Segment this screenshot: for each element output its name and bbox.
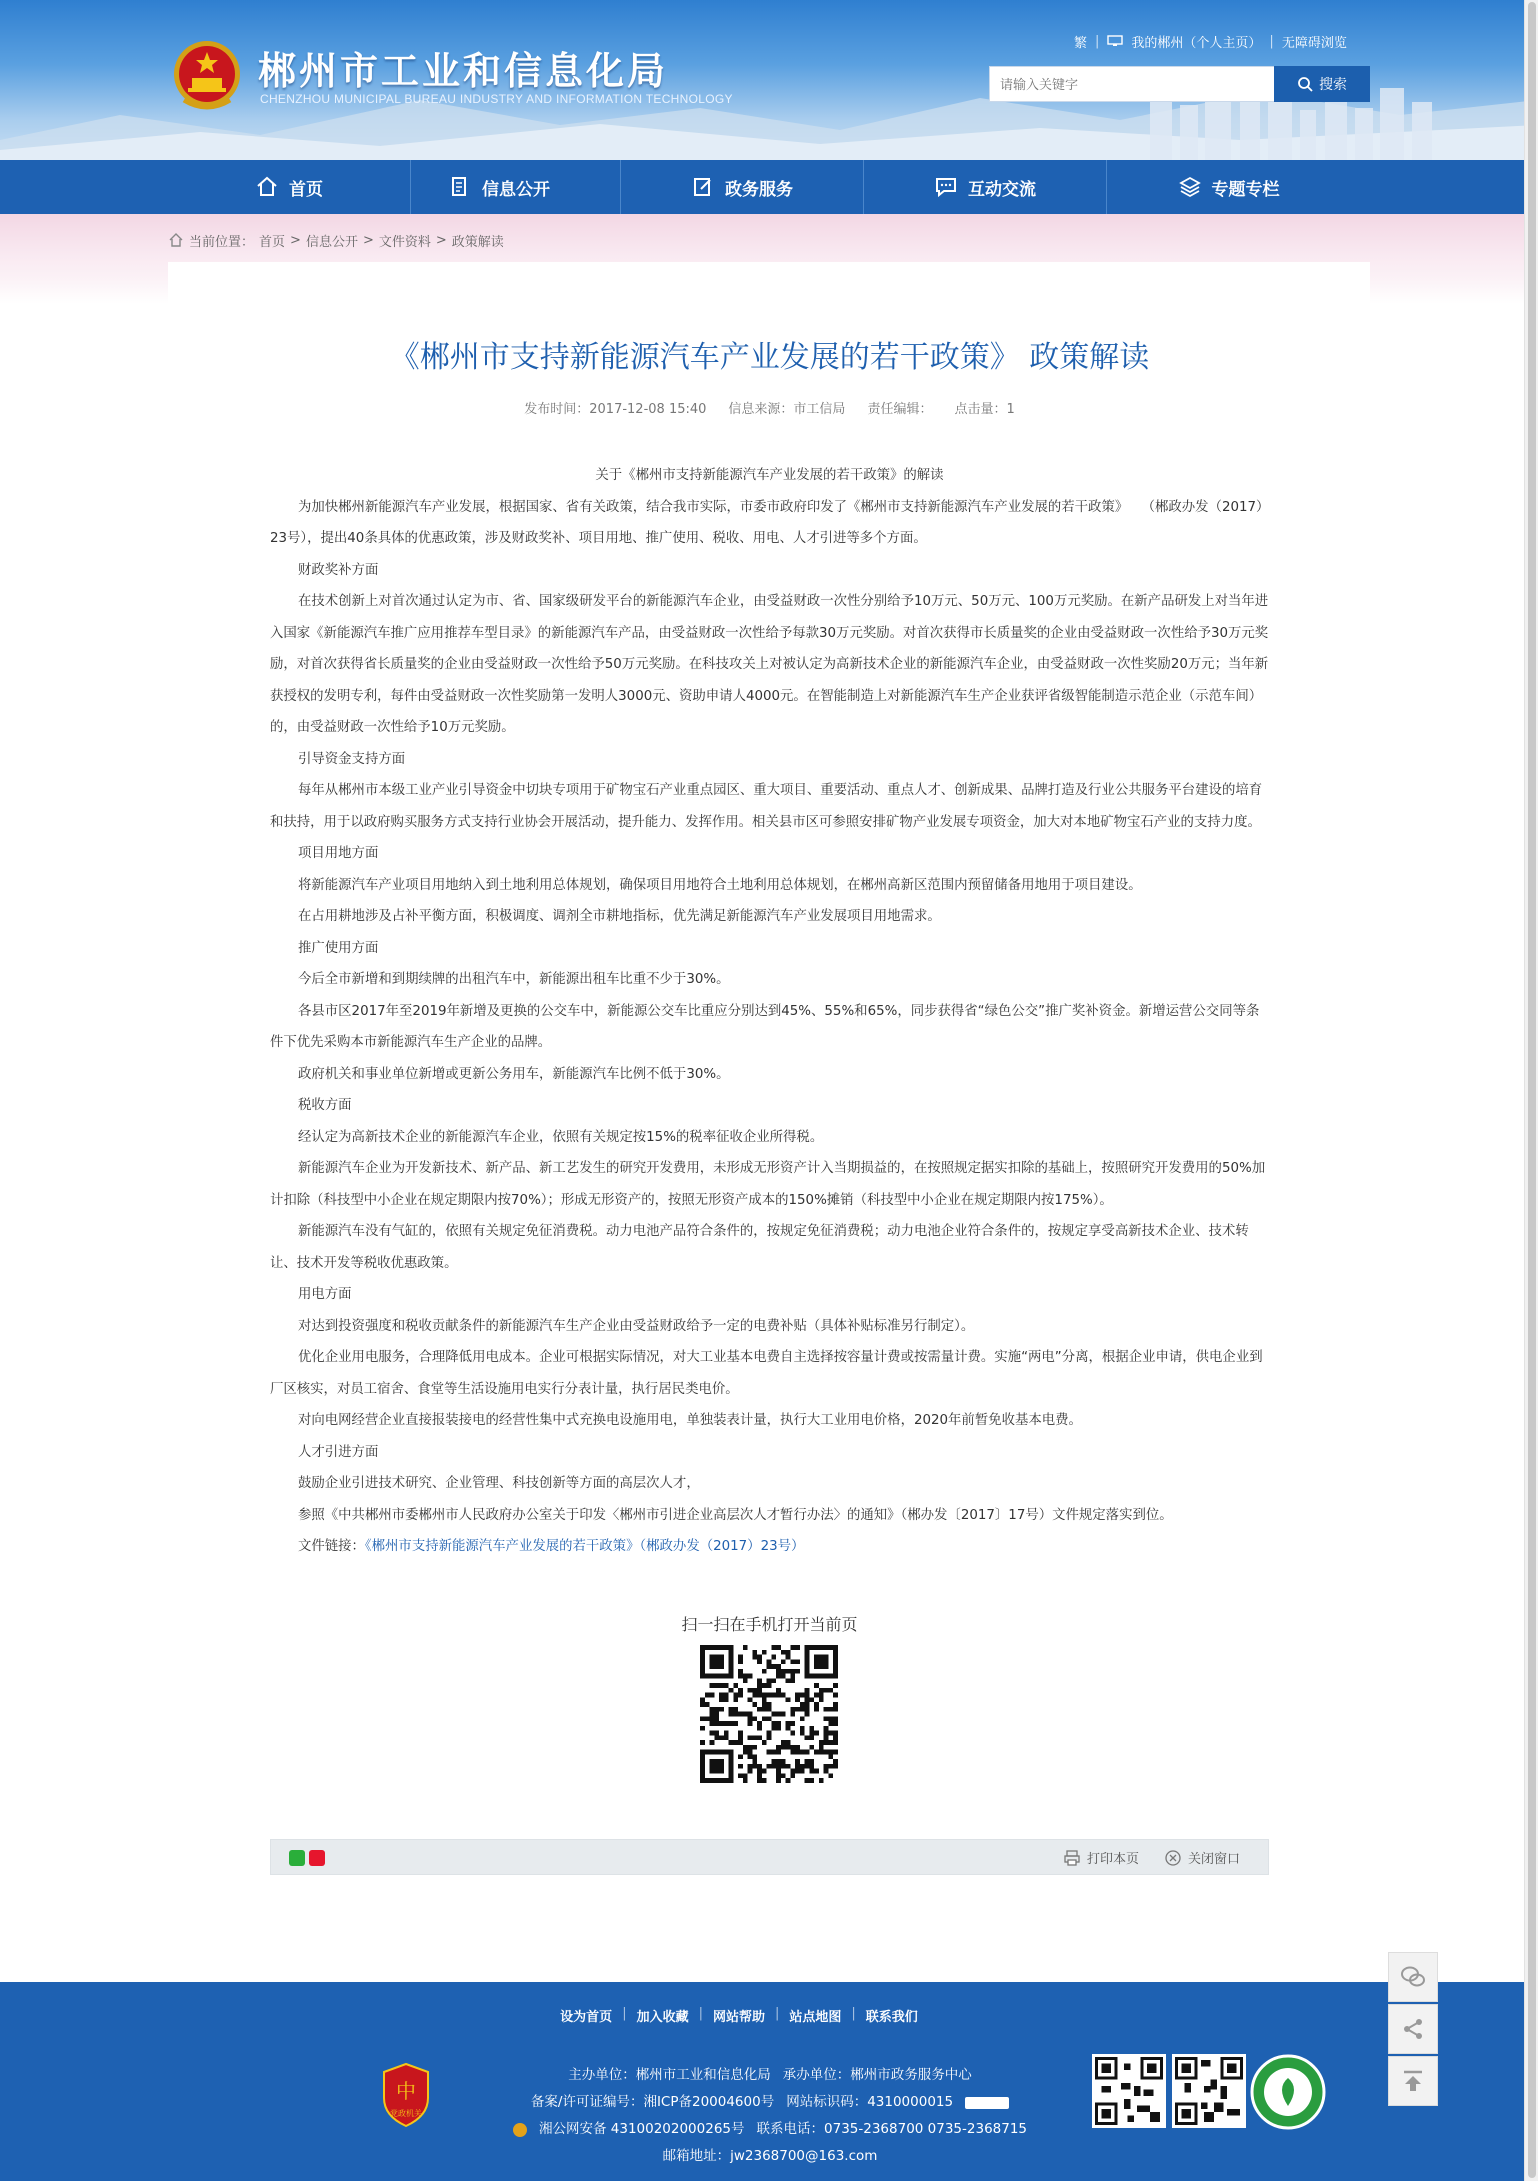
breadcrumb-info[interactable]: 信息公开 <box>305 234 358 250</box>
page-qr-code <box>700 1645 838 1783</box>
share-icons <box>289 1850 325 1866</box>
email: 邮箱地址：jw2368700@163.com <box>662 2148 878 2164</box>
file-link-row <box>270 1531 1269 1563</box>
footer-link-help[interactable]: 网站帮助 <box>712 2010 765 2025</box>
breadcrumb-files[interactable]: 文件资料 <box>378 234 431 250</box>
file-link-label: 文件链接： <box>298 1539 365 1554</box>
file-link[interactable]: 《郴州市支持新能源汽车产业发展的若干政策》（郴政办发（2017）23号） <box>364 1539 805 1554</box>
page-scrollbar[interactable] <box>1524 0 1538 2181</box>
publish-time: 发布时间：2017-12-08 15:40 <box>524 402 707 417</box>
badge-text: 党政机关 <box>390 2109 422 2118</box>
search-button-label: 搜索 <box>1319 77 1347 93</box>
national-emblem-icon <box>170 38 244 114</box>
qr-caption: 扫一扫在手机打开当前页 <box>681 1615 858 1634</box>
print-label: 打印本页 <box>1087 1852 1140 1867</box>
wechat-float-button[interactable] <box>1388 1952 1438 2002</box>
print-button[interactable] <box>1063 1848 1139 1867</box>
phone: 联系电话：0735-2368700 0735-2368715 <box>756 2121 1028 2137</box>
footer-info <box>470 2062 1070 2170</box>
section-heading: 项目用地方面 <box>298 846 379 861</box>
edit-icon <box>691 175 715 199</box>
cnzz-badge-icon[interactable] <box>965 2097 1009 2109</box>
police-emblem-icon <box>513 2123 527 2137</box>
breadcrumb-sep: > <box>290 232 301 248</box>
paragraph: 经认定为高新技术企业的新能源汽车企业，依照有关规定按15%的税率征收企业所得税。 <box>298 1129 824 1145</box>
paragraph: 每年从郴州市本级工业产业引导资金中切块专项用于矿物宝石产业重点园区、重大项目、重要活动、重点人才、创新成果、品牌打造及行业公共服务平台建设的培育和扶持，用于以政府购买服务方式支持行业协会开展活动，提升能力、发挥作用。相关县市区可参照安排矿物产业发展专项资金，加大对本地矿物宝石产业的支持力度。 <box>270 783 1263 830</box>
divider: | <box>775 2006 780 2021</box>
nav-label: 互动交流 <box>968 179 1036 200</box>
nav-item-topics[interactable] <box>1107 160 1350 214</box>
nav-item-interaction[interactable] <box>864 160 1107 214</box>
search-icon <box>1297 76 1313 92</box>
traditional-chinese-link[interactable]: 繁 <box>1074 35 1088 51</box>
click-count: 点击量：1 <box>954 402 1015 417</box>
icp-number[interactable]: 备案/许可证编号：湘ICP备20004600号 <box>530 2094 775 2110</box>
paragraph: 各县市区2017年至2019年新增及更换的公交车中，新能源公交车比重应分别达到45%、55%和65%，同步获得省“绿色公交”推广奖补资金。新增运营公交同等条件下优先采购本市新能源汽车生产企业的品牌。 <box>270 1003 1260 1050</box>
paragraph: 对达到投资强度和税收贡献条件的新能源汽车生产企业由受益财政给予一定的电费补贴（具体补贴标准另行制定）。 <box>298 1318 975 1334</box>
article-body <box>270 460 1269 1563</box>
nav-item-home[interactable] <box>168 160 411 214</box>
breadcrumb-current[interactable]: 政策解读 <box>451 234 504 250</box>
printer-icon <box>1063 1849 1081 1867</box>
search-button[interactable] <box>1274 66 1370 102</box>
paragraph: 将新能源汽车产业项目用地纳入到土地利用总体规划，确保项目用地符合土地利用总体规划，在郴州高新区范围内预留储备用地用于项目建设。 <box>298 877 1142 893</box>
info-source: 信息来源：市工信局 <box>728 402 846 417</box>
paragraph: 政府机关和事业单位新增或更新公务用车，新能源汽车比例不低于30%。 <box>298 1066 730 1082</box>
close-label: 关闭窗口 <box>1188 1852 1241 1867</box>
section-heading: 税收方面 <box>298 1098 352 1113</box>
divider: | <box>851 2006 856 2021</box>
article-meta <box>270 398 1269 417</box>
breadcrumb <box>168 229 504 251</box>
divider: | <box>698 2006 703 2021</box>
close-circle-icon <box>1164 1849 1182 1867</box>
editor: 责任编辑： <box>867 402 933 417</box>
chat-icon <box>934 175 958 199</box>
home-icon <box>255 175 279 199</box>
footer-link-favorite[interactable]: 加入收藏 <box>636 2010 689 2025</box>
article-title: 《郴州市支持新能源汽车产业发展的若干政策》 政策解读 <box>389 340 1150 375</box>
wechat-icon <box>1399 1963 1427 1991</box>
site-subtitle: CHENZHOU MUNICIPAL BUREAU INDUSTRY AND INFORMATION TECHNOLOGY <box>260 92 733 106</box>
monitor-icon <box>1107 35 1123 47</box>
divider: | <box>1095 33 1100 49</box>
gov-website-error-report-icon[interactable] <box>1250 2054 1326 2130</box>
home-icon <box>168 232 184 248</box>
divider: | <box>1269 33 1274 49</box>
sponsor: 主办单位：郴州市工业和信息化局 <box>568 2067 771 2083</box>
share-icon <box>1399 2015 1427 2043</box>
nav-label: 首页 <box>289 179 323 200</box>
main-nav <box>0 160 1538 214</box>
section-heading: 引导资金支持方面 <box>298 751 406 767</box>
svg-text:中: 中 <box>396 2079 416 2103</box>
nav-item-info-disclosure[interactable] <box>378 160 621 214</box>
paragraph: 在技术创新上对首次通过认定为市、省、国家级研发平台的新能源汽车企业，由受益财政一次性分别给予10万元、50万元、100万元奖励。在新产品研发上对当年进入国家《新能源汽车推广应用推荐车型目录》的新能源汽车产品，由受益财政一次性给予每款30万元奖励。对首次获得市长质量奖的企业由受益财政一次性给予30万元奖励，对首次获得省长质量奖的企业由受益财政一次性给予50万元奖励。在科技攻关上对被认定为高新技术企业的新能源汽车企业，由受益财政一次性奖励20万元；当年新获授权的发明专利，每件由受益财政一次性奖励第一发明人3000元、资助申请人4000元。在智能制造上对新能源汽车生产企业获评省级智能制造示范企业（示范车间）的，由受益财政一次性给予10万元奖励。 <box>270 594 1269 735</box>
breadcrumb-home[interactable]: 首页 <box>259 234 286 250</box>
my-chenzhou-link[interactable]: 我的郴州（个人主页） <box>1131 35 1262 51</box>
article-heading: 关于《郴州市支持新能源汽车产业发展的若干政策》的解读 <box>595 468 944 483</box>
top-links <box>1074 32 1374 50</box>
paragraph: 新能源汽车企业为开发新技术、新产品、新工艺发生的研究开发费用，未形成无形资产计入当期损益的，在按照规定据实扣除的基础上，按照研究开发费用的50%加计扣除（科技型中小企业在规定期限内按70%）；形成无形资产的，按照无形资产成本的150%摊销（科技型中小企业在规定期限内按175%）。 <box>270 1161 1266 1208</box>
divider: | <box>622 2006 627 2021</box>
arrow-up-icon <box>1399 2067 1427 2095</box>
wechat-qr-code <box>1092 2054 1166 2128</box>
site-footer <box>0 1982 1538 2181</box>
paragraph: 对向电网经营企业直接报装接电的经营性集中式充换电设施用电，单独装表计量，执行大工业用电价格，2020年前暂免收基本电费。 <box>298 1413 1082 1428</box>
breadcrumb-sep: > <box>362 232 374 248</box>
paragraph: 为加快郴州新能源汽车产业发展，根据国家、省有关政策，结合我市实际，市委市政府印发了《郴州市支持新能源汽车产业发展的若干政策》 （郴政办发（2017）23号），提出40条具体的优惠政策，涉及财政奖补、项目用地、推广使用、税收、用电、人才引进等多个方面。 <box>270 499 1263 546</box>
paragraph: 今后全市新增和到期续牌的出租汽车中，新能源出租车比重不少于30%。 <box>298 972 730 987</box>
paragraph: 参照《中共郴州市委郴州市人民政府办公室关于印发〈郴州市引进企业高层次人才暂行办法〉的通知》（郴办发〔2017〕17号）文件规定落实到位。 <box>298 1507 1173 1523</box>
organizer: 承办单位：郴州市政务服务中心 <box>782 2067 972 2083</box>
section-heading: 财政奖补方面 <box>298 562 379 578</box>
nav-item-gov-services[interactable] <box>621 160 864 214</box>
paragraph: 新能源汽车没有气缸的，依照有关规定免征消费税。动力电池产品符合条件的，按规定免征消费税；动力电池企业符合条件的，按规定享受高新技术企业、技术转让、技术开发等税收优惠政策。 <box>270 1224 1249 1271</box>
paragraph: 优化企业用电服务，合理降低用电成本。企业可根据实际情况，对大工业基本电费自主选择按容量计费或按需量计费。实施“两电”分离，根据企业申请，供电企业到厂区核实，对员工宿舍、食堂等生活设施用电实行分表计量，执行居民类电价。 <box>270 1350 1263 1397</box>
site-title: 郴州市工业和信息化局 <box>258 48 669 93</box>
wechat-share-icon[interactable] <box>289 1850 305 1866</box>
close-window-button[interactable] <box>1164 1848 1240 1867</box>
paragraph: 在占用耕地涉及占补平衡方面，积极调度、调剂全市耕地指标，优先满足新能源汽车产业发展项目用地需求。 <box>298 909 941 924</box>
party-gov-badge-icon[interactable] <box>380 2062 432 2128</box>
document-icon <box>448 175 472 199</box>
nav-label: 专题专栏 <box>1211 179 1280 200</box>
footer-link-set-home[interactable]: 设为首页 <box>560 2010 613 2025</box>
search-input[interactable] <box>989 66 1275 102</box>
nav-label: 政务服务 <box>725 179 793 200</box>
footer-link-sitemap[interactable]: 站点地图 <box>789 2010 842 2025</box>
breadcrumb-sep: > <box>435 232 447 248</box>
footer-link-contact[interactable]: 联系我们 <box>865 2010 918 2025</box>
article-toolbar <box>270 1839 1269 1875</box>
section-heading: 用电方面 <box>298 1287 352 1302</box>
paragraph: 鼓励企业引进技术研究、企业管理、科技创新等方面的高层次人才， <box>298 1476 700 1491</box>
back-to-top-button[interactable] <box>1388 2056 1438 2106</box>
footer-links <box>0 2006 1508 2025</box>
breadcrumb-prefix: 当前位置： <box>189 234 255 250</box>
share-float-button[interactable] <box>1388 2004 1438 2054</box>
accessibility-link[interactable]: 无障碍浏览 <box>1281 35 1347 51</box>
weibo-share-icon[interactable] <box>309 1850 325 1866</box>
scrollbar-thumb[interactable] <box>1528 2 1536 2178</box>
police-record[interactable]: 湘公网安备 43100202000265号 <box>538 2121 745 2137</box>
section-heading: 人才引进方面 <box>298 1444 379 1460</box>
layers-icon <box>1178 175 1202 199</box>
site-code: 网站标识码：4310000015 <box>786 2094 954 2110</box>
weibo-qr-code <box>1172 2054 1246 2128</box>
nav-label: 信息公开 <box>482 179 550 200</box>
site-header <box>0 0 1538 160</box>
section-heading: 推广使用方面 <box>298 940 379 956</box>
